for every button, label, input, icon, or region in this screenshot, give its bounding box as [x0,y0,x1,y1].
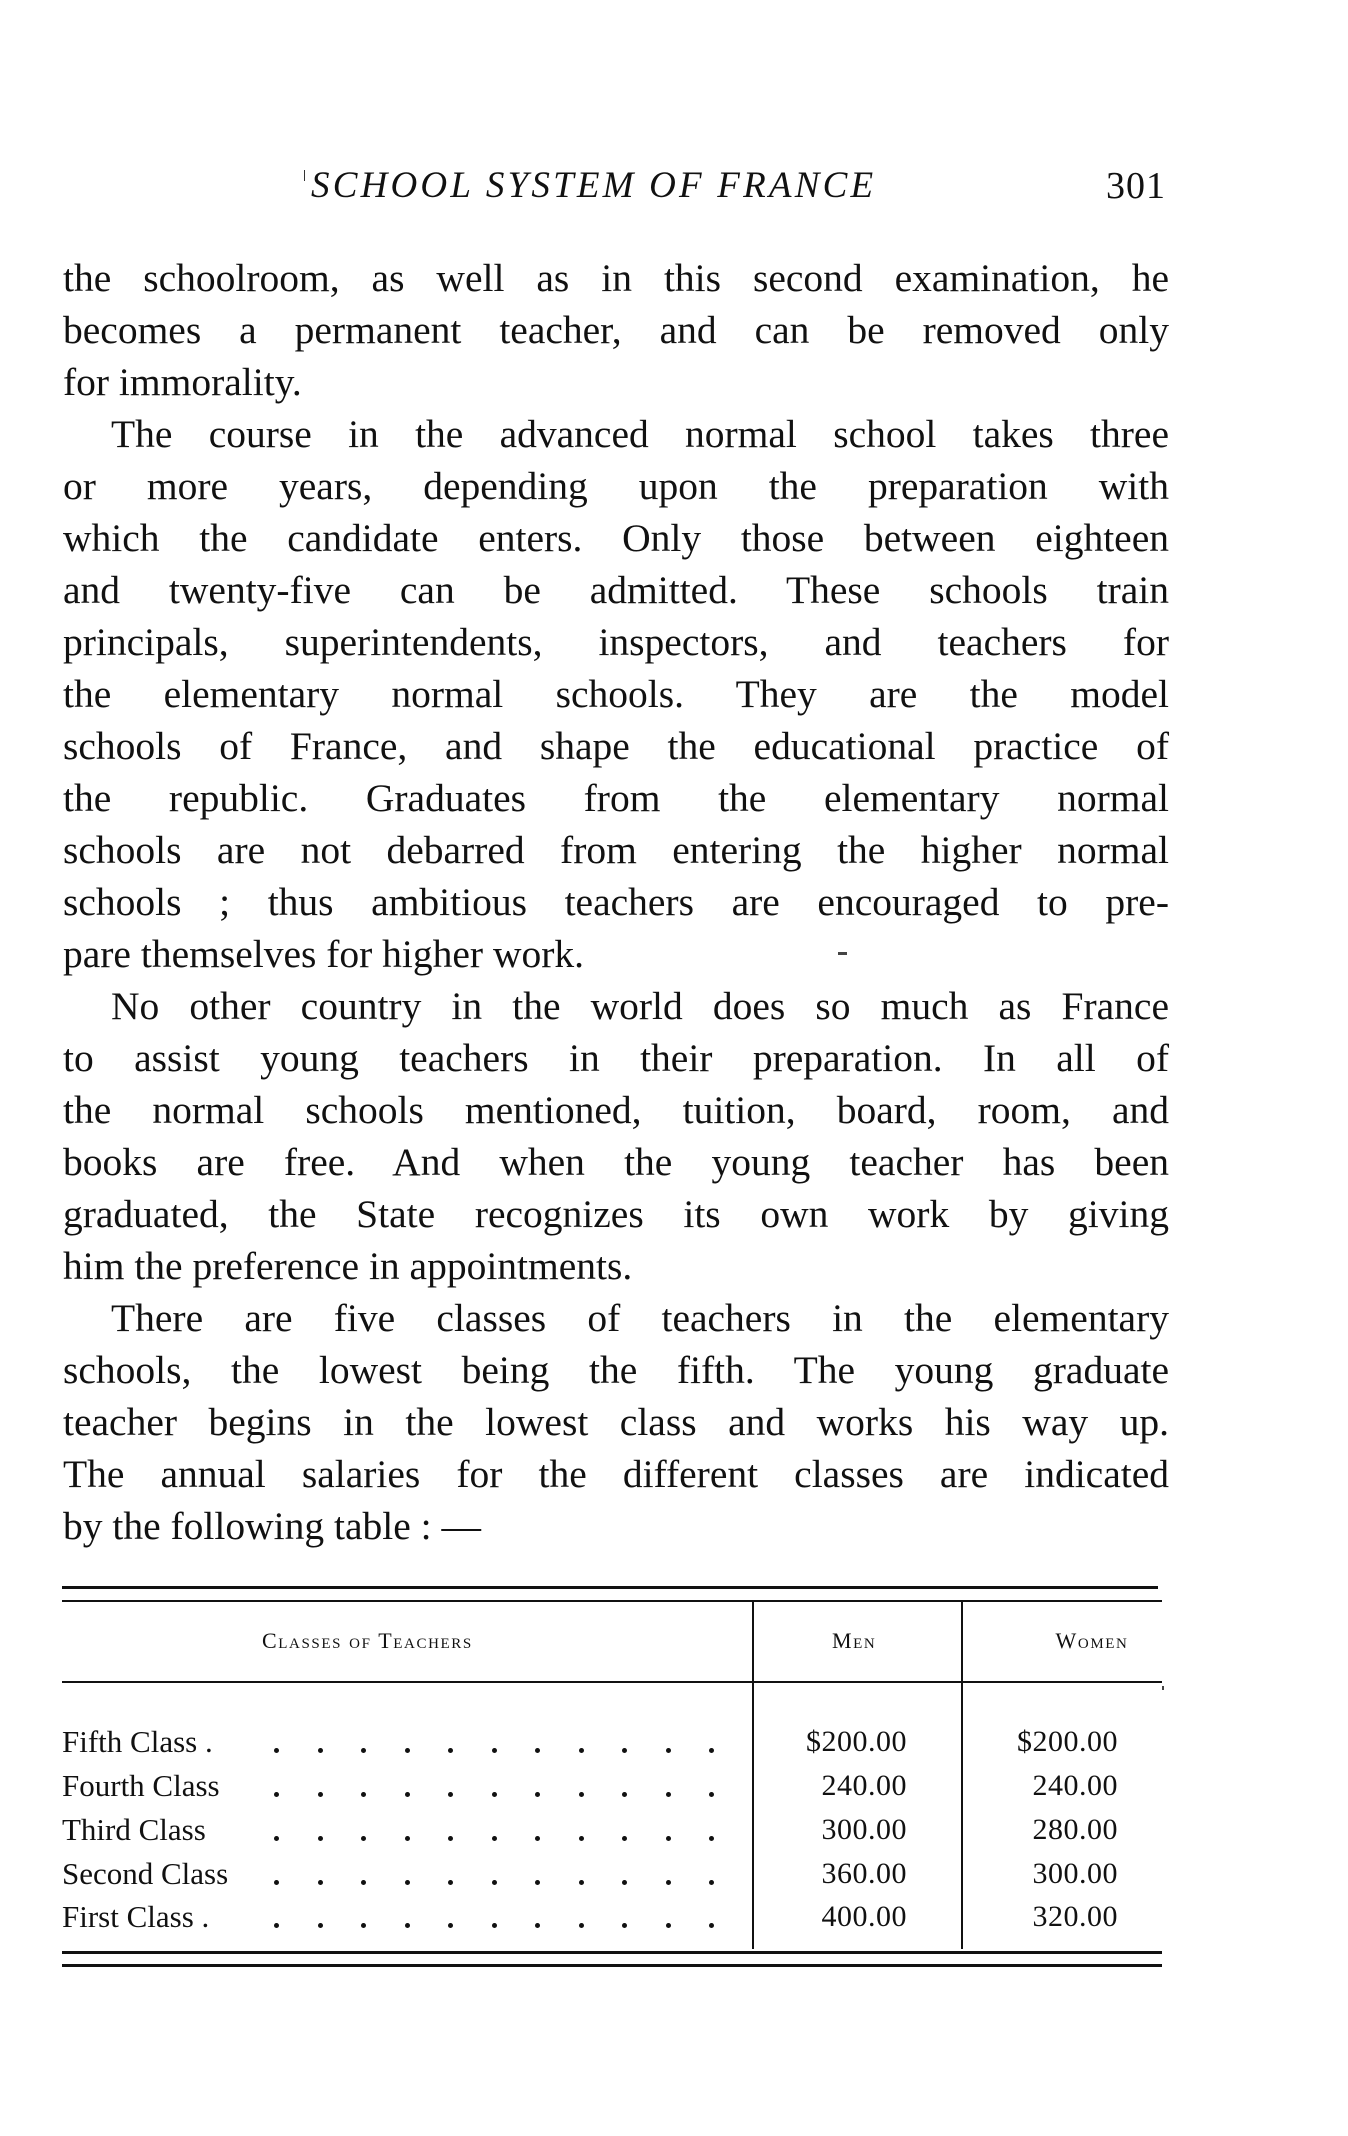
leader-dot [405,1792,410,1797]
dot-leader [62,1812,752,1848]
women-salary: $200.00 [1017,1725,1118,1758]
leader-dot [492,1748,497,1753]
women-salary: 280.00 [1032,1813,1118,1846]
leader-dot [709,1792,714,1797]
dot-leader [62,1856,752,1892]
page-number: 301 [1106,165,1166,207]
leader-dot [448,1923,453,1928]
scan-mark [838,952,847,955]
text-line: which the candidate enters. Only those between eighteen [63,516,1169,560]
leader-dot [405,1880,410,1885]
scan-mark [304,170,305,181]
leader-dot [361,1880,366,1885]
text-line: There are five classes of teachers in the elementary [111,1296,1169,1340]
table-top-rule [62,1586,1158,1589]
dot-leader [62,1768,752,1804]
leader-dot [448,1880,453,1885]
text-line: schools are not debarred from entering the higher normal [63,828,1169,872]
leader-dot [318,1880,323,1885]
men-salary: 300.00 [821,1813,907,1846]
text-line: for immorality. [63,360,302,404]
leader-dot [535,1792,540,1797]
class-label: Second Class [62,1856,229,1891]
leader-dot [622,1748,627,1753]
men-salary: 240.00 [821,1769,907,1802]
text-line: the republic. Graduates from the elementary normal [63,776,1169,820]
running-head [0,0,1348,240]
leader-dot [709,1748,714,1753]
text-line: and twenty-five can be admitted. These schools train [63,568,1169,612]
text-line: pare themselves for higher work. [63,932,585,976]
leader-dot [622,1836,627,1841]
salary-table [62,1586,1162,1970]
dot-leader [62,1724,752,1760]
text-line: or more years, depending upon the preparation with [63,464,1169,508]
leader-dot [405,1748,410,1753]
leader-dot [448,1836,453,1841]
table-row [62,1899,1162,1943]
table-bottom-rule [62,1951,1162,1954]
dot-leader [62,1899,752,1935]
text-line: The annual salaries for the different classes are indicated [63,1452,1169,1496]
table-bottom-rule-outer [62,1964,1162,1967]
class-label: Third Class [62,1812,206,1847]
text-line: The course in the advanced normal school takes three [111,412,1169,456]
chapter-title: SCHOOL SYSTEM OF FRANCE [311,165,877,206]
text-line: by the following table : — [63,1504,481,1548]
scan-mark [1162,1686,1164,1690]
leader-dot [579,1836,584,1841]
text-line: teacher begins in the lowest class and works his way up. [63,1400,1169,1444]
text-line: graduated, the State recognizes its own work by giving [63,1192,1169,1236]
leader-dot [318,1923,323,1928]
leader-dot [318,1748,323,1753]
text-line: the schoolroom, as well as in this second examination, he [63,256,1169,300]
men-salary: 360.00 [821,1857,907,1890]
leader-dot [274,1923,279,1928]
leader-dot [361,1748,366,1753]
women-salary: 240.00 [1032,1769,1118,1802]
leader-dot [535,1836,540,1841]
leader-dot [709,1880,714,1885]
text-line: becomes a permanent teacher, and can be removed only [63,308,1169,352]
text-line: him the preference in appointments. [63,1244,633,1288]
text-line: books are free. And when the young teacher has been [63,1140,1169,1184]
leader-dot [405,1923,410,1928]
text-line: the normal schools mentioned, tuition, board, room, and [63,1088,1169,1132]
leader-dot [579,1923,584,1928]
text-line: schools of France, and shape the educational practice of [63,724,1169,768]
table-top-rule-inner [62,1600,1162,1602]
leader-dot [535,1880,540,1885]
text-line: schools, the lowest being the fifth. The young graduate [63,1348,1169,1392]
leader-dot [361,1923,366,1928]
table-row [62,1768,1162,1812]
leader-dot [579,1792,584,1797]
leader-dot [666,1923,671,1928]
text-line: to assist young teachers in their preparation. In all of [63,1036,1169,1080]
leader-dot [318,1836,323,1841]
leader-dot [274,1836,279,1841]
leader-dot [579,1748,584,1753]
leader-dot [622,1880,627,1885]
header-classes-of-teachers: Classes of Teachers [262,1628,473,1653]
leader-dot [579,1880,584,1885]
women-salary: 300.00 [1032,1857,1118,1890]
men-salary: 400.00 [821,1900,907,1933]
leader-dot [448,1748,453,1753]
leader-dot [274,1792,279,1797]
header-women: Women [1055,1628,1129,1653]
header-bottom-rule [62,1681,1162,1683]
text-line: principals, superintendents, inspectors, and teachers for [63,620,1169,664]
leader-dot [492,1836,497,1841]
text-line: No other country in the world does so much as France [111,984,1169,1028]
leader-dot [274,1880,279,1885]
leader-dot [622,1923,627,1928]
leader-dot [492,1792,497,1797]
table-row [62,1724,1162,1768]
leader-dot [492,1923,497,1928]
header-men: Men [832,1628,877,1653]
leader-dot [535,1923,540,1928]
class-label: First Class . [62,1899,210,1934]
leader-dot [448,1792,453,1797]
leader-dot [622,1792,627,1797]
leader-dot [666,1748,671,1753]
leader-dot [405,1836,410,1841]
leader-dot [535,1748,540,1753]
class-label: Fifth Class . [62,1724,213,1759]
text-line: schools ; thus ambitious teachers are encouraged to pre- [63,880,1169,924]
leader-dot [709,1923,714,1928]
leader-dot [666,1792,671,1797]
leader-dot [274,1748,279,1753]
leader-dot [492,1880,497,1885]
leader-dot [318,1792,323,1797]
table-row [62,1856,1162,1900]
table-row [62,1812,1162,1856]
leader-dot [666,1836,671,1841]
leader-dot [361,1836,366,1841]
class-label: Fourth Class [62,1768,220,1803]
women-salary: 320.00 [1032,1900,1118,1933]
leader-dot [361,1792,366,1797]
text-line: the elementary normal schools. They are the model [63,672,1169,716]
body-text [63,252,1169,1552]
leader-dot [666,1880,671,1885]
leader-dot [709,1836,714,1841]
men-salary: $200.00 [806,1725,907,1758]
